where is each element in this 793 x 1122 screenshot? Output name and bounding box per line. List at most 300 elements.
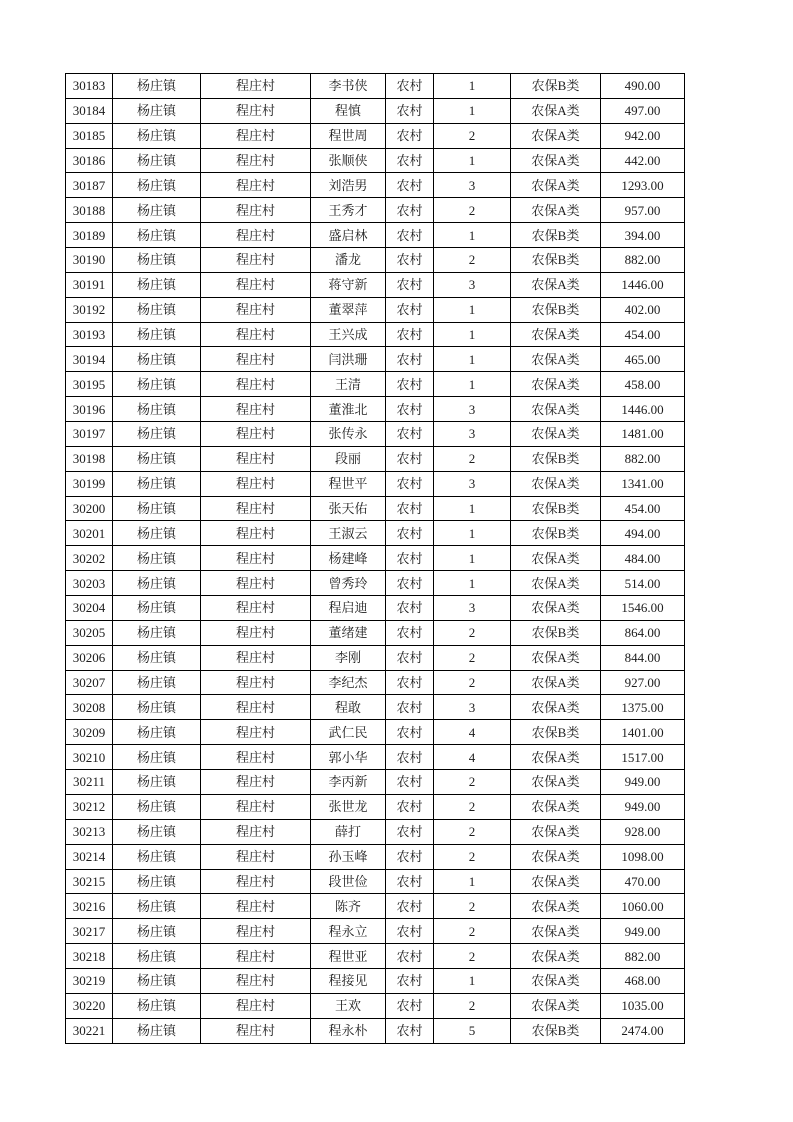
cell-town: 杨庄镇	[113, 770, 201, 795]
cell-person-name: 程永立	[311, 919, 386, 944]
cell-person-count: 1	[434, 98, 511, 123]
cell-residence-type: 农村	[386, 148, 434, 173]
cell-village: 程庄村	[201, 322, 311, 347]
cell-person-count: 2	[434, 794, 511, 819]
cell-amount: 882.00	[601, 944, 685, 969]
cell-person-name: 程敢	[311, 695, 386, 720]
cell-amount: 1546.00	[601, 596, 685, 621]
cell-town: 杨庄镇	[113, 173, 201, 198]
table-row	[66, 546, 685, 571]
cell-record-id: 30198	[66, 446, 113, 471]
cell-person-name: 王欢	[311, 993, 386, 1018]
cell-residence-type: 农村	[386, 720, 434, 745]
cell-village: 程庄村	[201, 198, 311, 223]
cell-record-id: 30206	[66, 645, 113, 670]
cell-town: 杨庄镇	[113, 422, 201, 447]
cell-town: 杨庄镇	[113, 794, 201, 819]
cell-village: 程庄村	[201, 794, 311, 819]
table-row	[66, 645, 685, 670]
cell-record-id: 30212	[66, 794, 113, 819]
cell-amount: 928.00	[601, 819, 685, 844]
cell-amount: 468.00	[601, 968, 685, 993]
table-row	[66, 173, 685, 198]
cell-record-id: 30187	[66, 173, 113, 198]
cell-amount: 949.00	[601, 919, 685, 944]
cell-person-name: 李纪杰	[311, 670, 386, 695]
cell-insurance-type: 农保B类	[511, 446, 601, 471]
cell-amount: 1293.00	[601, 173, 685, 198]
cell-person-name: 程世周	[311, 123, 386, 148]
cell-insurance-type: 农保B类	[511, 297, 601, 322]
cell-residence-type: 农村	[386, 968, 434, 993]
cell-insurance-type: 农保B类	[511, 74, 601, 99]
cell-amount: 1446.00	[601, 272, 685, 297]
cell-person-name: 盛启林	[311, 223, 386, 248]
cell-person-name: 程世亚	[311, 944, 386, 969]
cell-residence-type: 农村	[386, 223, 434, 248]
cell-person-count: 2	[434, 770, 511, 795]
cell-person-count: 2	[434, 993, 511, 1018]
cell-residence-type: 农村	[386, 74, 434, 99]
table-row	[66, 123, 685, 148]
cell-town: 杨庄镇	[113, 844, 201, 869]
cell-insurance-type: 农保A类	[511, 471, 601, 496]
cell-town: 杨庄镇	[113, 272, 201, 297]
cell-village: 程庄村	[201, 620, 311, 645]
cell-amount: 484.00	[601, 546, 685, 571]
cell-town: 杨庄镇	[113, 74, 201, 99]
cell-village: 程庄村	[201, 223, 311, 248]
cell-record-id: 30184	[66, 98, 113, 123]
cell-residence-type: 农村	[386, 596, 434, 621]
cell-residence-type: 农村	[386, 794, 434, 819]
cell-village: 程庄村	[201, 695, 311, 720]
cell-residence-type: 农村	[386, 521, 434, 546]
cell-village: 程庄村	[201, 645, 311, 670]
cell-insurance-type: 农保A类	[511, 770, 601, 795]
cell-person-name: 张传永	[311, 422, 386, 447]
table-row	[66, 223, 685, 248]
cell-record-id: 30211	[66, 770, 113, 795]
table-row	[66, 74, 685, 99]
cell-record-id: 30194	[66, 347, 113, 372]
cell-insurance-type: 农保A类	[511, 546, 601, 571]
cell-town: 杨庄镇	[113, 123, 201, 148]
cell-person-name: 王兴成	[311, 322, 386, 347]
table-row	[66, 571, 685, 596]
cell-town: 杨庄镇	[113, 869, 201, 894]
cell-insurance-type: 农保A类	[511, 596, 601, 621]
cell-residence-type: 农村	[386, 670, 434, 695]
cell-insurance-type: 农保A类	[511, 98, 601, 123]
table-row	[66, 620, 685, 645]
cell-person-count: 2	[434, 198, 511, 223]
cell-record-id: 30195	[66, 372, 113, 397]
cell-person-name: 段丽	[311, 446, 386, 471]
cell-person-count: 1	[434, 297, 511, 322]
cell-village: 程庄村	[201, 919, 311, 944]
cell-person-name: 杨建峰	[311, 546, 386, 571]
cell-town: 杨庄镇	[113, 98, 201, 123]
cell-amount: 942.00	[601, 123, 685, 148]
cell-record-id: 30183	[66, 74, 113, 99]
table-row	[66, 148, 685, 173]
cell-insurance-type: 农保A类	[511, 148, 601, 173]
cell-person-count: 3	[434, 173, 511, 198]
table-row	[66, 248, 685, 273]
cell-village: 程庄村	[201, 869, 311, 894]
cell-insurance-type: 农保A类	[511, 670, 601, 695]
cell-town: 杨庄镇	[113, 397, 201, 422]
cell-person-name: 张世龙	[311, 794, 386, 819]
table-row	[66, 695, 685, 720]
cell-person-count: 2	[434, 645, 511, 670]
cell-town: 杨庄镇	[113, 993, 201, 1018]
cell-town: 杨庄镇	[113, 1018, 201, 1043]
cell-person-count: 3	[434, 471, 511, 496]
cell-record-id: 30220	[66, 993, 113, 1018]
cell-record-id: 30202	[66, 546, 113, 571]
cell-amount: 1517.00	[601, 745, 685, 770]
cell-residence-type: 农村	[386, 993, 434, 1018]
cell-town: 杨庄镇	[113, 894, 201, 919]
cell-person-count: 2	[434, 919, 511, 944]
cell-insurance-type: 农保A类	[511, 422, 601, 447]
cell-person-name: 董淮北	[311, 397, 386, 422]
cell-town: 杨庄镇	[113, 223, 201, 248]
cell-insurance-type: 农保A类	[511, 347, 601, 372]
table-row	[66, 471, 685, 496]
cell-residence-type: 农村	[386, 745, 434, 770]
cell-village: 程庄村	[201, 148, 311, 173]
table-row	[66, 770, 685, 795]
cell-person-name: 王清	[311, 372, 386, 397]
cell-insurance-type: 农保A类	[511, 695, 601, 720]
cell-residence-type: 农村	[386, 248, 434, 273]
cell-residence-type: 农村	[386, 98, 434, 123]
cell-insurance-type: 农保A类	[511, 322, 601, 347]
cell-insurance-type: 农保B类	[511, 496, 601, 521]
cell-village: 程庄村	[201, 844, 311, 869]
cell-record-id: 30191	[66, 272, 113, 297]
cell-town: 杨庄镇	[113, 819, 201, 844]
cell-record-id: 30185	[66, 123, 113, 148]
cell-record-id: 30218	[66, 944, 113, 969]
cell-record-id: 30208	[66, 695, 113, 720]
cell-record-id: 30199	[66, 471, 113, 496]
cell-insurance-type: 农保A类	[511, 993, 601, 1018]
table-row	[66, 521, 685, 546]
cell-insurance-type: 农保A类	[511, 397, 601, 422]
cell-town: 杨庄镇	[113, 720, 201, 745]
cell-record-id: 30221	[66, 1018, 113, 1043]
cell-insurance-type: 农保A类	[511, 198, 601, 223]
cell-person-name: 董绪建	[311, 620, 386, 645]
cell-town: 杨庄镇	[113, 695, 201, 720]
cell-record-id: 30209	[66, 720, 113, 745]
table-row	[66, 944, 685, 969]
cell-insurance-type: 农保A类	[511, 919, 601, 944]
cell-village: 程庄村	[201, 745, 311, 770]
benefits-roster-table	[65, 73, 685, 1044]
cell-person-name: 曾秀玲	[311, 571, 386, 596]
cell-village: 程庄村	[201, 272, 311, 297]
cell-record-id: 30214	[66, 844, 113, 869]
cell-insurance-type: 农保B类	[511, 248, 601, 273]
cell-person-count: 1	[434, 546, 511, 571]
table-row	[66, 720, 685, 745]
cell-residence-type: 农村	[386, 894, 434, 919]
cell-person-name: 程永朴	[311, 1018, 386, 1043]
cell-amount: 882.00	[601, 446, 685, 471]
cell-record-id: 30203	[66, 571, 113, 596]
cell-residence-type: 农村	[386, 770, 434, 795]
cell-town: 杨庄镇	[113, 446, 201, 471]
cell-village: 程庄村	[201, 571, 311, 596]
cell-person-count: 1	[434, 74, 511, 99]
cell-town: 杨庄镇	[113, 919, 201, 944]
cell-village: 程庄村	[201, 397, 311, 422]
table-row	[66, 1018, 685, 1043]
cell-amount: 1446.00	[601, 397, 685, 422]
table-row	[66, 819, 685, 844]
cell-amount: 2474.00	[601, 1018, 685, 1043]
cell-record-id: 30200	[66, 496, 113, 521]
cell-residence-type: 农村	[386, 869, 434, 894]
cell-person-count: 1	[434, 521, 511, 546]
cell-person-count: 1	[434, 571, 511, 596]
cell-record-id: 30192	[66, 297, 113, 322]
cell-person-count: 2	[434, 894, 511, 919]
cell-amount: 927.00	[601, 670, 685, 695]
cell-amount: 1375.00	[601, 695, 685, 720]
table-row	[66, 322, 685, 347]
cell-person-name: 李书侠	[311, 74, 386, 99]
cell-amount: 470.00	[601, 869, 685, 894]
cell-town: 杨庄镇	[113, 322, 201, 347]
cell-town: 杨庄镇	[113, 297, 201, 322]
cell-insurance-type: 农保A类	[511, 645, 601, 670]
cell-person-name: 刘浩男	[311, 173, 386, 198]
cell-village: 程庄村	[201, 546, 311, 571]
cell-town: 杨庄镇	[113, 148, 201, 173]
cell-amount: 1060.00	[601, 894, 685, 919]
cell-person-name: 闫洪珊	[311, 347, 386, 372]
cell-record-id: 30190	[66, 248, 113, 273]
cell-person-count: 3	[434, 422, 511, 447]
cell-amount: 864.00	[601, 620, 685, 645]
cell-town: 杨庄镇	[113, 645, 201, 670]
cell-residence-type: 农村	[386, 919, 434, 944]
cell-record-id: 30196	[66, 397, 113, 422]
cell-amount: 1481.00	[601, 422, 685, 447]
cell-person-name: 李丙新	[311, 770, 386, 795]
table-row	[66, 347, 685, 372]
cell-person-name: 陈齐	[311, 894, 386, 919]
cell-insurance-type: 农保A类	[511, 869, 601, 894]
cell-village: 程庄村	[201, 98, 311, 123]
cell-residence-type: 农村	[386, 645, 434, 670]
cell-amount: 494.00	[601, 521, 685, 546]
table-row	[66, 272, 685, 297]
cell-person-name: 程接见	[311, 968, 386, 993]
cell-record-id: 30204	[66, 596, 113, 621]
table-row	[66, 446, 685, 471]
cell-amount: 957.00	[601, 198, 685, 223]
cell-village: 程庄村	[201, 496, 311, 521]
cell-insurance-type: 农保A类	[511, 819, 601, 844]
cell-residence-type: 农村	[386, 297, 434, 322]
cell-person-count: 2	[434, 670, 511, 695]
table-row	[66, 993, 685, 1018]
cell-town: 杨庄镇	[113, 670, 201, 695]
cell-record-id: 30193	[66, 322, 113, 347]
cell-person-name: 张天佑	[311, 496, 386, 521]
cell-person-name: 王秀才	[311, 198, 386, 223]
cell-person-count: 1	[434, 496, 511, 521]
cell-person-count: 3	[434, 397, 511, 422]
table-row	[66, 869, 685, 894]
cell-insurance-type: 农保A类	[511, 944, 601, 969]
cell-record-id: 30217	[66, 919, 113, 944]
cell-amount: 454.00	[601, 496, 685, 521]
cell-town: 杨庄镇	[113, 496, 201, 521]
cell-residence-type: 农村	[386, 272, 434, 297]
cell-record-id: 30201	[66, 521, 113, 546]
cell-insurance-type: 农保A类	[511, 173, 601, 198]
cell-amount: 497.00	[601, 98, 685, 123]
table-row	[66, 98, 685, 123]
cell-town: 杨庄镇	[113, 471, 201, 496]
cell-town: 杨庄镇	[113, 248, 201, 273]
cell-amount: 1401.00	[601, 720, 685, 745]
cell-person-name: 薛打	[311, 819, 386, 844]
cell-village: 程庄村	[201, 894, 311, 919]
table-row	[66, 372, 685, 397]
table-row	[66, 422, 685, 447]
cell-village: 程庄村	[201, 770, 311, 795]
cell-village: 程庄村	[201, 347, 311, 372]
cell-amount: 882.00	[601, 248, 685, 273]
cell-record-id: 30210	[66, 745, 113, 770]
cell-town: 杨庄镇	[113, 968, 201, 993]
cell-village: 程庄村	[201, 372, 311, 397]
cell-residence-type: 农村	[386, 372, 434, 397]
cell-person-count: 2	[434, 620, 511, 645]
cell-insurance-type: 农保A类	[511, 272, 601, 297]
cell-person-count: 3	[434, 695, 511, 720]
table-row	[66, 919, 685, 944]
table-row	[66, 496, 685, 521]
cell-residence-type: 农村	[386, 471, 434, 496]
cell-person-name: 蒋守新	[311, 272, 386, 297]
cell-person-name: 段世俭	[311, 869, 386, 894]
cell-amount: 844.00	[601, 645, 685, 670]
table-row	[66, 397, 685, 422]
cell-residence-type: 农村	[386, 1018, 434, 1043]
cell-amount: 949.00	[601, 794, 685, 819]
cell-person-count: 3	[434, 272, 511, 297]
cell-amount: 458.00	[601, 372, 685, 397]
cell-town: 杨庄镇	[113, 198, 201, 223]
cell-residence-type: 农村	[386, 944, 434, 969]
table-row	[66, 968, 685, 993]
cell-insurance-type: 农保A类	[511, 894, 601, 919]
table-row	[66, 745, 685, 770]
cell-village: 程庄村	[201, 248, 311, 273]
cell-insurance-type: 农保A类	[511, 123, 601, 148]
cell-person-name: 程启迪	[311, 596, 386, 621]
cell-village: 程庄村	[201, 596, 311, 621]
cell-village: 程庄村	[201, 993, 311, 1018]
cell-amount: 514.00	[601, 571, 685, 596]
cell-insurance-type: 农保B类	[511, 1018, 601, 1043]
cell-residence-type: 农村	[386, 496, 434, 521]
cell-residence-type: 农村	[386, 620, 434, 645]
cell-residence-type: 农村	[386, 322, 434, 347]
cell-town: 杨庄镇	[113, 571, 201, 596]
cell-amount: 1035.00	[601, 993, 685, 1018]
cell-amount: 394.00	[601, 223, 685, 248]
cell-residence-type: 农村	[386, 397, 434, 422]
cell-residence-type: 农村	[386, 198, 434, 223]
table-body	[66, 74, 685, 1044]
cell-village: 程庄村	[201, 123, 311, 148]
cell-village: 程庄村	[201, 968, 311, 993]
cell-person-count: 2	[434, 248, 511, 273]
cell-village: 程庄村	[201, 74, 311, 99]
cell-insurance-type: 农保A类	[511, 968, 601, 993]
cell-record-id: 30213	[66, 819, 113, 844]
cell-amount: 1098.00	[601, 844, 685, 869]
cell-residence-type: 农村	[386, 819, 434, 844]
cell-amount: 454.00	[601, 322, 685, 347]
cell-person-count: 1	[434, 968, 511, 993]
cell-person-count: 4	[434, 720, 511, 745]
cell-insurance-type: 农保B类	[511, 620, 601, 645]
cell-record-id: 30197	[66, 422, 113, 447]
cell-person-count: 1	[434, 347, 511, 372]
cell-amount: 949.00	[601, 770, 685, 795]
cell-town: 杨庄镇	[113, 745, 201, 770]
cell-residence-type: 农村	[386, 123, 434, 148]
cell-insurance-type: 农保B类	[511, 720, 601, 745]
cell-insurance-type: 农保A类	[511, 794, 601, 819]
cell-person-count: 5	[434, 1018, 511, 1043]
cell-person-count: 2	[434, 844, 511, 869]
cell-village: 程庄村	[201, 446, 311, 471]
cell-record-id: 30207	[66, 670, 113, 695]
cell-record-id: 30189	[66, 223, 113, 248]
table-row	[66, 670, 685, 695]
cell-person-name: 程世平	[311, 471, 386, 496]
cell-person-count: 4	[434, 745, 511, 770]
cell-person-count: 2	[434, 123, 511, 148]
cell-amount: 1341.00	[601, 471, 685, 496]
cell-record-id: 30205	[66, 620, 113, 645]
cell-town: 杨庄镇	[113, 620, 201, 645]
cell-person-name: 程慎	[311, 98, 386, 123]
cell-residence-type: 农村	[386, 844, 434, 869]
cell-record-id: 30186	[66, 148, 113, 173]
cell-insurance-type: 农保A类	[511, 745, 601, 770]
cell-person-name: 孙玉峰	[311, 844, 386, 869]
cell-residence-type: 农村	[386, 546, 434, 571]
cell-town: 杨庄镇	[113, 521, 201, 546]
cell-amount: 442.00	[601, 148, 685, 173]
cell-person-count: 1	[434, 148, 511, 173]
cell-town: 杨庄镇	[113, 372, 201, 397]
